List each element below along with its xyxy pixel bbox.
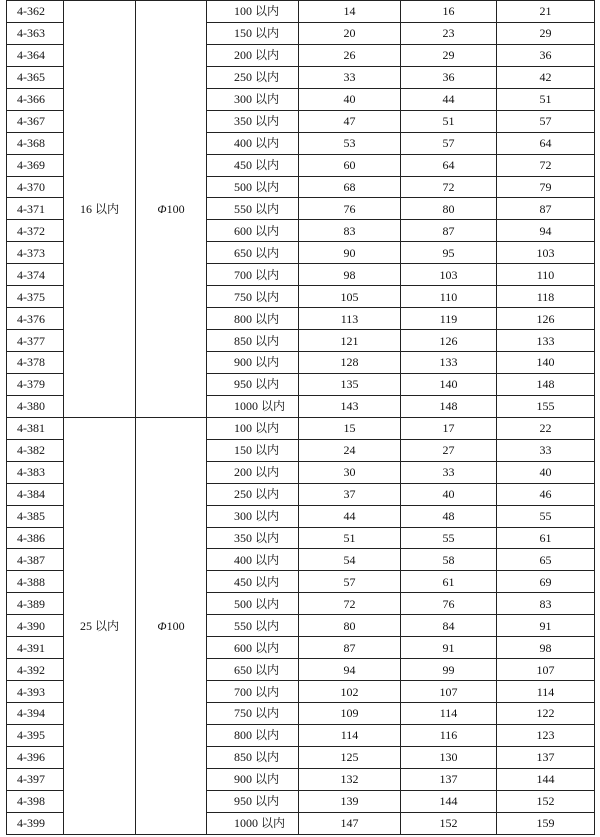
table-row <box>7 417 595 439</box>
value-cell-c: 61 <box>497 527 595 549</box>
value-cell-b: 48 <box>401 505 497 527</box>
value-cell-c: 65 <box>497 549 595 571</box>
value-cell-a: 113 <box>299 308 401 330</box>
value-cell-a: 143 <box>299 395 401 417</box>
value-cell-b: 17 <box>401 417 497 439</box>
value-cell-c: 110 <box>497 264 595 286</box>
diameter-cell <box>136 1 207 418</box>
item-code-cell: 4-396 <box>7 746 64 768</box>
size-range-cell: 550 以内 <box>207 198 299 220</box>
value-cell-b: 51 <box>401 110 497 132</box>
value-cell-a: 72 <box>299 593 401 615</box>
value-cell-b: 72 <box>401 176 497 198</box>
value-cell-b: 114 <box>401 703 497 725</box>
value-cell-a: 37 <box>299 483 401 505</box>
value-cell-a: 20 <box>299 22 401 44</box>
value-cell-a: 121 <box>299 330 401 352</box>
size-range-cell: 750 以内 <box>207 286 299 308</box>
value-cell-b: 36 <box>401 66 497 88</box>
size-range-cell: 800 以内 <box>207 724 299 746</box>
value-cell-b: 44 <box>401 88 497 110</box>
item-code-cell: 4-380 <box>7 395 64 417</box>
value-cell-c: 42 <box>497 66 595 88</box>
value-cell-b: 61 <box>401 571 497 593</box>
value-cell-c: 123 <box>497 724 595 746</box>
size-range-cell: 350 以内 <box>207 110 299 132</box>
size-range-cell: 700 以内 <box>207 681 299 703</box>
size-range-cell: 400 以内 <box>207 549 299 571</box>
value-cell-a: 30 <box>299 461 401 483</box>
item-code-cell: 4-394 <box>7 703 64 725</box>
size-range-cell: 300 以内 <box>207 88 299 110</box>
value-cell-a: 102 <box>299 681 401 703</box>
item-code-cell: 4-371 <box>7 198 64 220</box>
item-code-cell: 4-393 <box>7 681 64 703</box>
value-cell-c: 107 <box>497 659 595 681</box>
value-cell-c: 133 <box>497 330 595 352</box>
value-cell-c: 72 <box>497 154 595 176</box>
value-cell-c: 40 <box>497 461 595 483</box>
value-cell-b: 133 <box>401 352 497 374</box>
value-cell-c: 144 <box>497 768 595 790</box>
size-range-cell: 150 以内 <box>207 22 299 44</box>
size-range-cell: 750 以内 <box>207 703 299 725</box>
value-cell-b: 99 <box>401 659 497 681</box>
value-cell-c: 21 <box>497 1 595 23</box>
value-cell-a: 68 <box>299 176 401 198</box>
value-cell-a: 53 <box>299 132 401 154</box>
item-code-cell: 4-385 <box>7 505 64 527</box>
item-code-cell: 4-379 <box>7 373 64 395</box>
table-row <box>7 1 595 23</box>
value-cell-a: 90 <box>299 242 401 264</box>
value-cell-a: 26 <box>299 44 401 66</box>
value-cell-a: 24 <box>299 439 401 461</box>
value-cell-a: 57 <box>299 571 401 593</box>
size-range-cell: 300 以内 <box>207 505 299 527</box>
value-cell-a: 14 <box>299 1 401 23</box>
value-cell-a: 83 <box>299 220 401 242</box>
table-container <box>6 0 594 835</box>
item-code-cell: 4-399 <box>7 812 64 834</box>
value-cell-a: 40 <box>299 88 401 110</box>
value-cell-b: 57 <box>401 132 497 154</box>
item-code-cell: 4-387 <box>7 549 64 571</box>
value-cell-a: 139 <box>299 790 401 812</box>
item-code-cell: 4-382 <box>7 439 64 461</box>
size-range-cell: 500 以内 <box>207 176 299 198</box>
size-range-cell: 1000 以内 <box>207 395 299 417</box>
value-cell-c: 155 <box>497 395 595 417</box>
size-range-cell: 450 以内 <box>207 154 299 176</box>
size-range-cell: 500 以内 <box>207 593 299 615</box>
value-cell-c: 79 <box>497 176 595 198</box>
value-cell-a: 80 <box>299 615 401 637</box>
value-cell-b: 140 <box>401 373 497 395</box>
size-range-cell: 1000 以内 <box>207 812 299 834</box>
item-code-cell: 4-373 <box>7 242 64 264</box>
height-group-cell: 16 以内 <box>64 1 136 418</box>
value-cell-b: 29 <box>401 44 497 66</box>
item-code-cell: 4-397 <box>7 768 64 790</box>
item-code-cell: 4-392 <box>7 659 64 681</box>
diameter-value: 100 <box>166 618 185 633</box>
item-code-cell: 4-395 <box>7 724 64 746</box>
value-cell-c: 22 <box>497 417 595 439</box>
value-cell-a: 33 <box>299 66 401 88</box>
value-cell-a: 60 <box>299 154 401 176</box>
value-cell-b: 40 <box>401 483 497 505</box>
value-cell-c: 118 <box>497 286 595 308</box>
size-range-cell: 800 以内 <box>207 308 299 330</box>
value-cell-c: 46 <box>497 483 595 505</box>
value-cell-c: 137 <box>497 746 595 768</box>
value-cell-a: 105 <box>299 286 401 308</box>
value-cell-c: 159 <box>497 812 595 834</box>
value-cell-c: 64 <box>497 132 595 154</box>
value-cell-a: 147 <box>299 812 401 834</box>
item-code-cell: 4-384 <box>7 483 64 505</box>
size-range-cell: 550 以内 <box>207 615 299 637</box>
size-range-cell: 150 以内 <box>207 439 299 461</box>
value-cell-b: 64 <box>401 154 497 176</box>
value-cell-c: 83 <box>497 593 595 615</box>
value-cell-a: 15 <box>299 417 401 439</box>
value-cell-b: 130 <box>401 746 497 768</box>
value-cell-c: 140 <box>497 352 595 374</box>
value-cell-a: 135 <box>299 373 401 395</box>
item-code-cell: 4-368 <box>7 132 64 154</box>
item-code-cell: 4-367 <box>7 110 64 132</box>
value-cell-a: 125 <box>299 746 401 768</box>
value-cell-c: 33 <box>497 439 595 461</box>
value-cell-c: 55 <box>497 505 595 527</box>
value-cell-b: 110 <box>401 286 497 308</box>
item-code-cell: 4-365 <box>7 66 64 88</box>
value-cell-c: 122 <box>497 703 595 725</box>
value-cell-b: 23 <box>401 22 497 44</box>
item-code-cell: 4-363 <box>7 22 64 44</box>
value-cell-a: 44 <box>299 505 401 527</box>
diameter-symbol: Φ <box>157 618 167 633</box>
value-cell-b: 152 <box>401 812 497 834</box>
value-cell-a: 128 <box>299 352 401 374</box>
item-code-cell: 4-386 <box>7 527 64 549</box>
value-cell-c: 94 <box>497 220 595 242</box>
item-code-cell: 4-375 <box>7 286 64 308</box>
size-range-cell: 850 以内 <box>207 746 299 768</box>
value-cell-c: 87 <box>497 198 595 220</box>
value-cell-b: 16 <box>401 1 497 23</box>
value-cell-b: 80 <box>401 198 497 220</box>
item-code-cell: 4-362 <box>7 1 64 23</box>
item-code-cell: 4-377 <box>7 330 64 352</box>
size-range-cell: 100 以内 <box>207 417 299 439</box>
item-code-cell: 4-364 <box>7 44 64 66</box>
size-range-cell: 650 以内 <box>207 659 299 681</box>
value-cell-a: 114 <box>299 724 401 746</box>
value-cell-b: 119 <box>401 308 497 330</box>
value-cell-a: 51 <box>299 527 401 549</box>
value-cell-b: 27 <box>401 439 497 461</box>
value-cell-c: 126 <box>497 308 595 330</box>
diameter-cell <box>136 417 207 834</box>
value-cell-b: 91 <box>401 637 497 659</box>
item-code-cell: 4-390 <box>7 615 64 637</box>
value-cell-a: 87 <box>299 637 401 659</box>
value-cell-b: 144 <box>401 790 497 812</box>
value-cell-a: 47 <box>299 110 401 132</box>
value-cell-b: 95 <box>401 242 497 264</box>
value-cell-c: 98 <box>497 637 595 659</box>
item-code-cell: 4-378 <box>7 352 64 374</box>
item-code-cell: 4-381 <box>7 417 64 439</box>
size-range-cell: 600 以内 <box>207 220 299 242</box>
value-cell-c: 29 <box>497 22 595 44</box>
diameter-symbol: Φ <box>157 201 167 216</box>
value-cell-c: 69 <box>497 571 595 593</box>
size-range-cell: 900 以内 <box>207 768 299 790</box>
value-cell-b: 55 <box>401 527 497 549</box>
size-range-cell: 850 以内 <box>207 330 299 352</box>
value-cell-b: 103 <box>401 264 497 286</box>
size-range-cell: 450 以内 <box>207 571 299 593</box>
item-code-cell: 4-374 <box>7 264 64 286</box>
value-cell-a: 54 <box>299 549 401 571</box>
value-cell-b: 116 <box>401 724 497 746</box>
size-range-cell: 200 以内 <box>207 461 299 483</box>
size-range-cell: 950 以内 <box>207 790 299 812</box>
value-cell-b: 126 <box>401 330 497 352</box>
value-cell-b: 84 <box>401 615 497 637</box>
table-body <box>7 1 595 835</box>
diameter-value: 100 <box>166 201 185 216</box>
value-cell-a: 109 <box>299 703 401 725</box>
value-cell-a: 76 <box>299 198 401 220</box>
value-cell-c: 148 <box>497 373 595 395</box>
size-range-cell: 900 以内 <box>207 352 299 374</box>
size-range-cell: 250 以内 <box>207 66 299 88</box>
size-range-cell: 250 以内 <box>207 483 299 505</box>
item-code-cell: 4-383 <box>7 461 64 483</box>
item-code-cell: 4-376 <box>7 308 64 330</box>
item-code-cell: 4-391 <box>7 637 64 659</box>
value-cell-a: 98 <box>299 264 401 286</box>
value-cell-c: 91 <box>497 615 595 637</box>
value-cell-c: 103 <box>497 242 595 264</box>
item-code-cell: 4-372 <box>7 220 64 242</box>
value-cell-c: 57 <box>497 110 595 132</box>
size-range-cell: 400 以内 <box>207 132 299 154</box>
item-code-cell: 4-398 <box>7 790 64 812</box>
value-cell-c: 114 <box>497 681 595 703</box>
item-code-cell: 4-369 <box>7 154 64 176</box>
value-cell-b: 87 <box>401 220 497 242</box>
value-cell-b: 76 <box>401 593 497 615</box>
size-range-cell: 100 以内 <box>207 1 299 23</box>
value-cell-b: 148 <box>401 395 497 417</box>
item-code-cell: 4-389 <box>7 593 64 615</box>
value-cell-c: 51 <box>497 88 595 110</box>
item-code-cell: 4-370 <box>7 176 64 198</box>
quota-table <box>6 0 595 835</box>
size-range-cell: 600 以内 <box>207 637 299 659</box>
size-range-cell: 950 以内 <box>207 373 299 395</box>
size-range-cell: 700 以内 <box>207 264 299 286</box>
height-group-cell: 25 以内 <box>64 417 136 834</box>
value-cell-b: 137 <box>401 768 497 790</box>
value-cell-b: 58 <box>401 549 497 571</box>
item-code-cell: 4-388 <box>7 571 64 593</box>
value-cell-c: 152 <box>497 790 595 812</box>
value-cell-a: 132 <box>299 768 401 790</box>
size-range-cell: 350 以内 <box>207 527 299 549</box>
size-range-cell: 650 以内 <box>207 242 299 264</box>
value-cell-a: 94 <box>299 659 401 681</box>
value-cell-c: 36 <box>497 44 595 66</box>
size-range-cell: 200 以内 <box>207 44 299 66</box>
item-code-cell: 4-366 <box>7 88 64 110</box>
value-cell-b: 107 <box>401 681 497 703</box>
value-cell-b: 33 <box>401 461 497 483</box>
